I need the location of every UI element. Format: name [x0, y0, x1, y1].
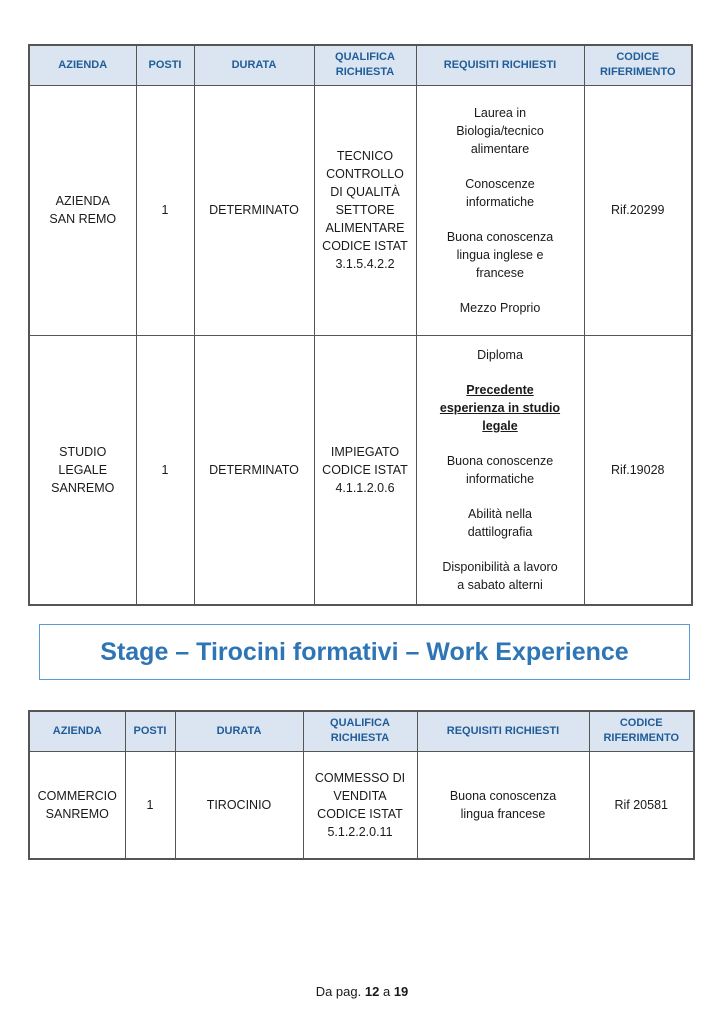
header-durata: DURATA — [175, 711, 303, 751]
header-requisiti: REQUISITI RICHIESTI — [416, 45, 584, 85]
cell-qualifica — [314, 335, 416, 605]
spacer — [421, 488, 580, 505]
cell-requisiti — [417, 751, 589, 859]
cell-codice: Rif.20299 — [584, 85, 692, 335]
spacer — [421, 158, 580, 175]
header-azienda: AZIENDA — [29, 711, 125, 751]
requisito-line: lingua francese — [460, 806, 546, 821]
footer-prefix: Da pag. — [315, 984, 362, 999]
cell-codice: Rif.19028 — [584, 335, 692, 605]
requisito-line: Disponibilità a lavoro — [442, 559, 558, 574]
qualifica-line: CODICE ISTAT — [317, 806, 403, 821]
qualifica-line: CODICE ISTAT — [322, 239, 408, 253]
qualifica-line: CONTROLLO — [326, 167, 404, 181]
qualifica-line: CODICE ISTAT — [322, 462, 408, 477]
table-row — [29, 85, 692, 335]
requisito-line: informatiche — [465, 471, 535, 486]
cell-azienda — [29, 751, 125, 859]
table-row — [29, 751, 694, 859]
job-offers-table — [28, 44, 693, 606]
qualifica-line: 3.1.5.4.2.2 — [335, 257, 395, 271]
spacer — [421, 541, 580, 558]
requisito-line: Diploma — [477, 347, 523, 362]
requisito-line: a sabato alterni — [457, 577, 543, 592]
requisito-line: Mezzo Proprio — [459, 300, 541, 315]
qualifica-line: VENDITA — [333, 788, 387, 803]
table-header-row — [29, 45, 692, 85]
footer-page-number: 12 — [364, 984, 380, 999]
requisito-line-emphasis: Precedente — [466, 382, 534, 397]
spacer — [421, 364, 580, 381]
cell-requisiti — [416, 85, 584, 335]
requisito-line-emphasis: legale — [482, 418, 518, 433]
page-footer — [0, 984, 724, 999]
requisito-line-emphasis: esperienza in studio — [439, 400, 561, 415]
cell-azienda — [29, 335, 136, 605]
header-codice: CODICE RIFERIMENTO — [584, 45, 692, 85]
requisito-line: alimentare — [470, 141, 530, 156]
footer-middle: a — [382, 984, 391, 999]
qualifica-line: COMMESSO DI — [314, 770, 406, 785]
header-codice: CODICE RIFERIMENTO — [589, 711, 694, 751]
header-requisiti: REQUISITI RICHIESTI — [417, 711, 589, 751]
cell-qualifica — [303, 751, 417, 859]
spacer — [421, 211, 580, 228]
header-posti: POSTI — [125, 711, 175, 751]
azienda-line: COMMERCIO — [37, 788, 117, 803]
azienda-line: SANREMO — [51, 480, 115, 495]
qualifica-line: ALIMENTARE — [325, 221, 405, 235]
qualifica-line: 5.1.2.2.0.11 — [327, 824, 393, 839]
table-header-row — [29, 711, 694, 751]
header-qualifica: QUALIFICA RICHIESTA — [314, 45, 416, 85]
requisito-line: Biologia/tecnico — [456, 123, 544, 138]
spacer — [421, 435, 580, 452]
qualifica-line: IMPIEGATO — [330, 444, 400, 459]
requisito-line: Buona conoscenza — [446, 229, 554, 244]
requisito-line: Buona conoscenza — [449, 788, 557, 803]
requisito-line: informatiche — [465, 194, 535, 209]
cell-posti: 1 — [136, 85, 194, 335]
requisito-line: Conoscenze — [465, 176, 535, 191]
qualifica-line: DI QUALITÀ — [330, 185, 400, 199]
header-qualifica: QUALIFICA RICHIESTA — [303, 711, 417, 751]
azienda-line: SANREMO — [45, 806, 109, 821]
section-banner — [39, 624, 690, 680]
cell-azienda — [29, 85, 136, 335]
azienda-line: AZIENDA — [55, 194, 110, 208]
header-azienda: AZIENDA — [29, 45, 136, 85]
requisito-line: Abilità nella — [468, 506, 532, 521]
cell-requisiti — [416, 335, 584, 605]
requisito-line: Laurea in — [473, 105, 527, 120]
qualifica-line: 4.1.1.2.0.6 — [335, 480, 395, 495]
requisito-line: francese — [476, 265, 524, 280]
cell-codice: Rif 20581 — [589, 751, 694, 859]
spacer — [421, 282, 580, 299]
requisito-line: dattilografia — [467, 524, 533, 539]
footer-total-pages: 19 — [393, 984, 409, 999]
qualifica-line: TECNICO — [336, 149, 394, 163]
azienda-line: SAN REMO — [49, 212, 117, 226]
header-durata: DURATA — [194, 45, 314, 85]
section-title: Stage – Tirocini formativi – Work Experience — [100, 637, 629, 666]
cell-durata: DETERMINATO — [194, 335, 314, 605]
requisito-line: Buona conoscenze — [446, 453, 554, 468]
requisito-line: lingua inglese e — [456, 247, 544, 262]
table-row — [29, 335, 692, 605]
cell-posti: 1 — [136, 335, 194, 605]
stage-offers-table — [28, 710, 695, 860]
cell-durata: TIROCINIO — [175, 751, 303, 859]
cell-posti: 1 — [125, 751, 175, 859]
cell-durata: DETERMINATO — [194, 85, 314, 335]
cell-qualifica — [314, 85, 416, 335]
header-posti: POSTI — [136, 45, 194, 85]
azienda-line: STUDIO LEGALE — [58, 444, 108, 477]
qualifica-line: SETTORE — [335, 203, 395, 217]
